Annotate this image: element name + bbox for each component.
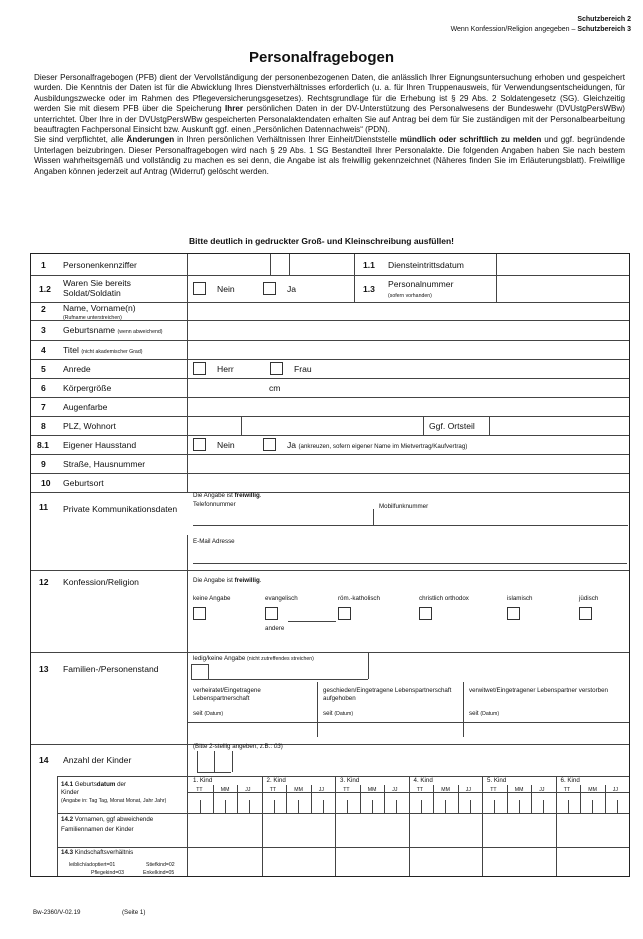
child-2-date-col-jj: JJ [318,787,324,793]
child-3-date-col-tt: TT [343,787,350,793]
child-6-date-col-jj: JJ [612,787,618,793]
child-6-birthdate-mm-input[interactable] [581,794,604,812]
child-2-date-col-mm: MM [294,787,303,793]
marital-widowed-label: verwitwet/Eingetragener Lebenspartner verstorben [469,687,608,694]
service-entry-date-input[interactable] [497,255,628,274]
row-14-1-note: (Angabe in: Tag Tag, Monat Monat, Jahr Jahr) [61,798,167,804]
row-11-label: Private Kommunikationsdaten [63,504,178,514]
child-4-date-col-mm: MM [441,787,450,793]
row-1-3-number: 1.3 [363,284,375,294]
religion-orthodox-checkbox[interactable] [419,607,432,620]
child-6-date-col-mm: MM [588,787,597,793]
relation-code-5: Enkelkind=05 [143,870,175,876]
marital-single-checkbox[interactable] [191,664,209,680]
religion-islamic-label: islamisch [507,595,533,602]
child-3-relation-input[interactable] [336,848,408,875]
child-1-date-col-tt: TT [196,787,203,793]
row-12-number: 12 [39,577,49,587]
child-3-label: 3. Kind [340,777,360,784]
child-1-date-col-mm: MM [220,787,230,793]
form-table [30,253,630,877]
relation-code-3: Pflegekind=03 [91,870,125,876]
eye-color-input[interactable] [188,398,628,415]
child-4-relation-input[interactable] [410,848,482,875]
own-household-no-label: Nein [217,440,235,450]
row-4-number: 4 [41,345,46,355]
email-input[interactable] [193,548,627,562]
divorced-since-label: seit (Datum) [323,710,354,717]
district-input[interactable] [490,417,628,434]
married-since-label: seit (Datum) [193,710,224,717]
divorced-since-input[interactable] [366,706,460,720]
child-2-birthdate-mm-input[interactable] [287,794,310,812]
child-2-name-input[interactable] [263,814,335,846]
child-6-label: 6. Kind [560,777,580,784]
own-household-no-checkbox[interactable] [193,438,206,451]
child-4-date-col-tt: TT [416,787,424,793]
child-3-date-col-jj: JJ [392,787,398,793]
own-household-yes-checkbox[interactable] [263,438,276,451]
child-1-relation-input[interactable] [189,848,261,875]
row-3-label: Geburtsname (wenn abweichend) [63,325,163,335]
child-6-name-input[interactable] [557,814,629,846]
zip-input[interactable] [188,417,240,434]
relation-code-1: leiblich/adoptiert=01 [69,862,116,868]
row-14-1-label-2: Kinder [61,789,79,796]
child-3-date-col-mm: MM [367,787,377,793]
height-unit: cm [269,383,281,393]
protection-level-3: Wenn Konfession/Religion angegeben – Schutzbereich 3 [450,26,631,33]
prev-soldier-yes-checkbox[interactable] [263,282,276,295]
religion-catholic-checkbox[interactable] [338,607,351,620]
prev-soldier-no-label: Nein [217,284,235,294]
row-8-label: PLZ, Wohnort [63,421,116,431]
mobile-label: Mobilfunknummer [379,503,429,510]
prev-soldier-yes-label: Ja [287,284,297,294]
child-1-birthdate-mm-input[interactable] [214,794,237,812]
row-1-3-note: (sofern vorhanden) [388,293,432,299]
child-5-birthdate-mm-input[interactable] [508,794,531,812]
married-since-input[interactable] [236,706,314,720]
child-6-birthdate-tt-input[interactable] [557,794,580,812]
child-6-birthdate-jj-input[interactable] [606,794,629,812]
row-1-label: Personenkennziffer [63,260,137,270]
child-5-birthdate-tt-input[interactable] [483,794,506,812]
child-4-date-col-jj: JJ [465,787,471,793]
row-10-label: Geburtsort [63,478,104,488]
own-household-yes-label: Ja (ankreuzen, sofern eigener Name im Mietvertrag/Kaufvertrag) [287,440,468,450]
row-14-label: Anzahl der Kinder [63,755,132,765]
row-1-2-number: 1.2 [39,284,51,294]
birthplace-input[interactable] [188,474,628,491]
row-9-number: 9 [41,459,46,469]
religion-catholic-label: röm.-katholisch [338,595,380,602]
row-8-number: 8 [41,421,46,431]
row-1-number: 1 [41,260,46,270]
mobile-input[interactable] [379,512,627,526]
child-2-label: 2. Kind [266,777,286,784]
row-2-number: 2 [41,304,46,314]
name-input[interactable] [188,303,628,319]
row-2-label: Name, Vorname(n) [63,303,136,313]
child-2-birthdate-jj-input[interactable] [312,794,335,812]
child-3-name-input[interactable] [336,814,408,846]
child-3-birthdate-jj-input[interactable] [385,794,408,812]
row-7-label: Augenfarbe [63,402,108,412]
salutation-herr-label: Herr [217,364,234,374]
row-13-label: Familien-/Personenstand [63,664,159,674]
child-5-date-col-jj: JJ [539,787,545,793]
child-5-date-col-tt: TT [490,787,497,793]
marital-divorced-label: geschieden/Eingetragene Lebenspartnerschaft aufgehoben [323,687,452,702]
religion-jewish-label: jüdisch [579,595,599,602]
district-label: Ggf. Ortsteil [429,421,475,431]
religion-none-checkbox[interactable] [193,607,206,620]
page-number: (Seite 1) [122,909,146,916]
row-14-number: 14 [39,755,49,765]
religion-protestant-label: evangelisch [265,595,298,602]
religion-orthodox-label: christlich orthodox [419,595,469,602]
row-14-3-label: 14.3 Kindschaftsverhältnis [61,849,134,856]
row-7-number: 7 [41,402,46,412]
row-2-note: (Rufname unterstreichen) [63,315,122,321]
protection-level-2: Schutzbereich 2 [577,16,631,23]
comm-voluntary-note: Die Angabe ist freiwillig. [193,492,262,499]
city-input[interactable] [242,417,422,434]
fill-instruction: Bitte deutlich in gedruckter Groß- und Kleinschreibung ausfüllen! [189,236,454,246]
row-4-label: Titel (nicht akademischer Grad) [63,345,143,355]
salutation-frau-label: Frau [294,364,312,374]
salutation-herr-checkbox[interactable] [193,362,206,375]
child-4-name-input[interactable] [410,814,482,846]
prev-soldier-no-checkbox[interactable] [193,282,206,295]
row-5-label: Anrede [63,364,91,374]
religion-voluntary-note: Die Angabe ist freiwillig. [193,577,262,584]
child-2-birthdate-tt-input[interactable] [263,794,286,812]
children-count-hint: (Bitte 2-stellig angeben, z.B.: 03) [193,743,283,750]
child-1-birthdate-jj-input[interactable] [238,794,261,812]
children-count-input[interactable] [197,751,233,772]
relation-code-2: Stiefkind=02 [146,862,175,868]
child-5-label: 5. Kind [487,777,507,784]
child-5-date-col-mm: MM [514,787,524,793]
row-14-1-label: 14.1 Geburtsdatum der [61,781,127,788]
child-2-relation-input[interactable] [263,848,335,875]
row-14-2-label: 14.2 Vornamen, ggf abweichende Familiennamen der Kinder [61,816,154,833]
row-1-1-label: Diensteintrittsdatum [388,260,464,270]
row-12-label: Konfession/Religion [63,577,139,587]
child-6-date-col-tt: TT [563,787,571,793]
phone-label: Telefonnummer [193,501,236,508]
row-11-number: 11 [39,502,49,512]
row-10-number: 10 [41,478,51,488]
phone-input[interactable] [193,510,373,524]
marital-single-label: ledig/keine Angabe (nicht zutreffendes streichen) [193,655,314,662]
child-1-name-input[interactable] [189,814,261,846]
birth-name-input[interactable] [188,321,628,339]
row-1-2-label: Waren Sie bereits Soldat/Soldatin [63,278,131,298]
row-1-1-number: 1.1 [363,260,375,270]
child-3-birthdate-tt-input[interactable] [336,794,359,812]
marital-married-label: verheiratet/Eingetragene Lebenspartnerschaft [193,687,261,702]
page-title: Personalfragebogen [248,49,395,66]
religion-jewish-checkbox[interactable] [579,607,592,620]
child-6-relation-input[interactable] [557,848,629,875]
child-1-birthdate-tt-input[interactable] [189,794,212,812]
widowed-since-label: seit (Datum) [469,710,500,717]
row-6-number: 6 [41,383,46,393]
child-4-label: 4. Kind [413,777,433,784]
email-label: E-Mail Adresse [193,538,235,545]
form-number: Bw-2360/V-02.19 [33,909,81,916]
child-4-birthdate-mm-input[interactable] [434,794,457,812]
child-5-birthdate-jj-input[interactable] [532,794,555,812]
child-4-birthdate-jj-input[interactable] [459,794,482,812]
religion-protestant-checkbox[interactable] [265,607,278,620]
child-3-birthdate-mm-input[interactable] [361,794,384,812]
religion-islamic-checkbox[interactable] [507,607,520,620]
religion-other-label: andere [265,625,285,632]
religion-none-label: keine Angabe [193,595,231,602]
row-3-number: 3 [41,325,46,335]
row-5-number: 5 [41,364,46,374]
child-5-relation-input[interactable] [483,848,555,875]
row-9-label: Straße, Hausnummer [63,459,146,469]
title-input[interactable] [188,341,628,358]
personnel-number-input[interactable] [497,276,628,301]
religion-other-input[interactable] [288,607,336,622]
salutation-frau-checkbox[interactable] [270,362,283,375]
intro-text: Dieser Personalfragebogen (PFB) dient der Vervollständigung der personenbezogenen Daten, die anlässlich Ihrer Eignungsuntersuchung erhoben und gespeichert wurden. Die Kenntnis der Daten ist für die Abwicklung Ihres Dienstverhältnisses erforderlich (u. a. für Ihren Truppenausweis, für Verwendungsentscheidungen, für Ausbildungszwecke oder im Rahmen des Pflegeversicherungsgesetzes). Rechtsgrundlage für die Erhebung ist § 29 Abs. 2 Soldatengesetz (SG). Gleichzeitig werden Sie mit diesem PFB über die Speicherung Ihrer persönlichen Daten in der DV-Unterstützung des Personalwesens der Bundeswehr (DVUstgPersWBw) unterrichtet. Über Ihre in der DVUstgPersWBw gespeicherten Personalaktendaten erhalten Sie auf Antrag bei dem für Sie zuständigen mit der Personalbearbeitung beauftragten Fachpersonal Einsicht bzw. Auskunft ggf. einen „Persönlichen Datennachweis“ (PDN). Sie sind verpflichtet, alle Änderungen in Ihren persönlichen Verhältnissen Ihrer Einheit/Dienststelle mündlich oder schriftlich zu melden und ggf. begründende Unterlagen beizubringen. Dieser Personalfragebogen wird nach § 29 Abs. 1 SG Bestandteil Ihrer Personalakte. Die folgenden Angaben haben Sie nach bestem Wissen wahrheitsgemäß und vollständig zu machen es sei denn, die Angabe ist als freiwillig gekennzeichnet (Näheres finden Sie im Erläuterungsblatt). Freiwillige Angaben können jederzeit auf Antrag (Widerruf) gelöscht werden. [34,73,625,176]
street-input[interactable] [188,455,628,472]
child-2-date-col-tt: TT [269,787,277,793]
height-input[interactable] [188,379,268,396]
child-1-label: 1. Kind [193,777,213,784]
child-1-date-col-jj: JJ [245,787,251,793]
widowed-since-input[interactable] [512,706,626,720]
row-6-label: Körpergröße [63,383,112,393]
child-4-birthdate-tt-input[interactable] [410,794,433,812]
personal-id-input[interactable] [188,255,270,274]
row-8-1-label: Eigener Hausstand [63,440,137,450]
child-5-name-input[interactable] [483,814,555,846]
row-8-1-number: 8.1 [37,440,49,450]
row-1-3-label: Personalnummer [388,279,454,289]
row-13-number: 13 [39,664,49,674]
